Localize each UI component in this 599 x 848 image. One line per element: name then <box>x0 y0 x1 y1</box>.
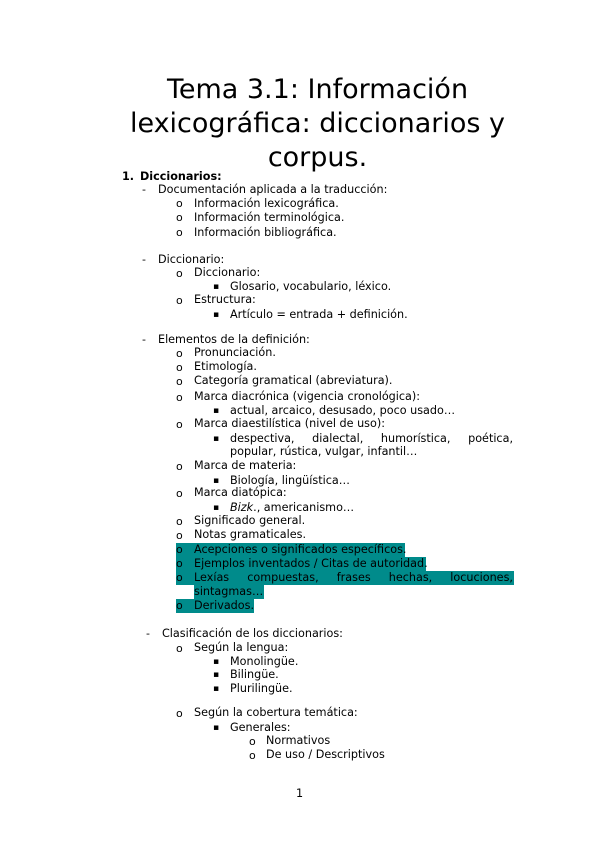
list-item: Significado general. <box>194 514 306 527</box>
list-item-label: Acepciones o significados específicos. <box>194 543 407 556</box>
section-title: Diccionarios: <box>140 170 222 183</box>
word: hechas, <box>388 571 433 584</box>
word: Lexías <box>194 571 230 584</box>
circle-marker: o <box>176 599 183 612</box>
section-number: 1. <box>122 170 135 183</box>
square-marker: ▪ <box>213 406 220 416</box>
list-item: Documentación aplicada a la traducción: <box>158 183 388 196</box>
square-marker: ▪ <box>213 684 220 694</box>
list-item: Pronunciación. <box>194 346 276 359</box>
list-item: Marca diaestilística (nivel de uso): <box>194 417 385 430</box>
circle-marker: o <box>176 391 183 404</box>
list-item: Diccionario: <box>158 253 225 266</box>
word: despectiva, <box>230 432 295 445</box>
square-marker: ▪ <box>213 670 220 680</box>
list-item: Plurilingüe. <box>230 682 293 695</box>
circle-marker: o <box>249 749 256 762</box>
list-item-rest: ., americanismo… <box>253 501 355 514</box>
list-item: actual, arcaico, desusado, poco usado… <box>230 404 456 417</box>
italic-abbrev: Bizk <box>230 501 254 514</box>
circle-marker: o <box>176 557 183 570</box>
word: dialectal, <box>312 432 364 445</box>
circle-marker: o <box>176 642 183 655</box>
list-item: Marca de materia: <box>194 459 297 472</box>
circle-marker: o <box>176 347 183 360</box>
highlighted-item <box>176 557 426 571</box>
word: poética, <box>468 432 513 445</box>
list-item: Bilingüe. <box>230 668 279 681</box>
list-item: De uso / Descriptivos <box>266 748 385 761</box>
dash-marker: - <box>142 333 146 346</box>
title-line: Tema 3.1: Información <box>166 74 469 105</box>
square-marker: ▪ <box>213 310 220 320</box>
dash-marker: - <box>142 253 146 266</box>
list-item-label: Ejemplos inventados / Citas de autoridad. <box>194 557 428 570</box>
circle-marker: o <box>176 361 183 374</box>
circle-marker: o <box>176 529 183 542</box>
title-line: corpus. <box>267 142 368 173</box>
justified-line <box>194 571 513 585</box>
word: frases <box>336 571 371 584</box>
list-item: Información bibliográfica. <box>194 226 337 239</box>
list-item: Clasificación de los diccionarios: <box>162 627 343 640</box>
title-line: lexicográfica: diccionarios y <box>129 108 506 139</box>
dash-marker: - <box>142 183 146 196</box>
list-item: Según la cobertura temática: <box>194 706 358 719</box>
list-item-label: Derivados. <box>194 599 255 612</box>
list-item: Marca diacrónica (vigencia cronológica): <box>194 390 421 403</box>
highlighted-item <box>176 543 405 557</box>
circle-marker: o <box>176 294 183 307</box>
list-item: Diccionario: <box>194 266 261 279</box>
square-marker: ▪ <box>213 657 220 667</box>
circle-marker: o <box>249 735 256 748</box>
square-marker: ▪ <box>213 476 220 486</box>
circle-marker: o <box>176 543 183 556</box>
square-marker: ▪ <box>213 434 220 444</box>
circle-marker: o <box>176 267 183 280</box>
word: compuestas, <box>247 571 319 584</box>
list-item: Según la lengua: <box>194 641 289 654</box>
list-item: Etimología. <box>194 360 257 373</box>
page-number: 1 <box>295 787 304 800</box>
circle-marker: o <box>176 375 183 388</box>
list-item: Categoría gramatical (abreviatura). <box>194 374 393 387</box>
circle-marker: o <box>176 487 183 500</box>
list-item <box>230 501 354 515</box>
page-title <box>60 73 575 175</box>
justified-line <box>230 432 513 446</box>
list-item: Estructura: <box>194 293 256 306</box>
word: locuciones, <box>450 571 513 584</box>
circle-marker: o <box>176 515 183 528</box>
list-item: Generales: <box>230 721 291 734</box>
circle-marker: o <box>176 197 183 210</box>
circle-marker: o <box>176 571 183 584</box>
square-marker: ▪ <box>213 723 220 733</box>
list-item-label: Información lexicográfica. <box>194 197 339 210</box>
circle-marker: o <box>176 226 183 239</box>
square-marker: ▪ <box>213 282 220 292</box>
list-item: Artículo = entrada + definición. <box>230 308 408 321</box>
circle-marker: o <box>176 211 183 224</box>
square-marker: ▪ <box>213 503 220 513</box>
list-item: Notas gramaticales. <box>194 528 307 541</box>
circle-marker: o <box>176 460 183 473</box>
circle-marker: o <box>176 707 183 720</box>
list-item: popular, rústica, vulgar, infantil… <box>230 445 418 458</box>
highlighted-item <box>176 599 254 613</box>
highlighted-item: sintagmas… <box>194 585 264 598</box>
list-item: Marca diatópica: <box>194 486 287 499</box>
list-item: Monolingüe. <box>230 655 299 668</box>
list-item: Normativos <box>266 734 331 747</box>
list-item: Elementos de la definición: <box>158 333 310 346</box>
list-item: Información terminológica. <box>194 211 345 224</box>
list-item: Biología, lingüística… <box>230 474 350 487</box>
circle-marker: o <box>176 418 183 431</box>
word: humorística, <box>380 432 451 445</box>
dash-marker: - <box>146 627 150 640</box>
list-item: Glosario, vocabulario, léxico. <box>230 280 392 293</box>
